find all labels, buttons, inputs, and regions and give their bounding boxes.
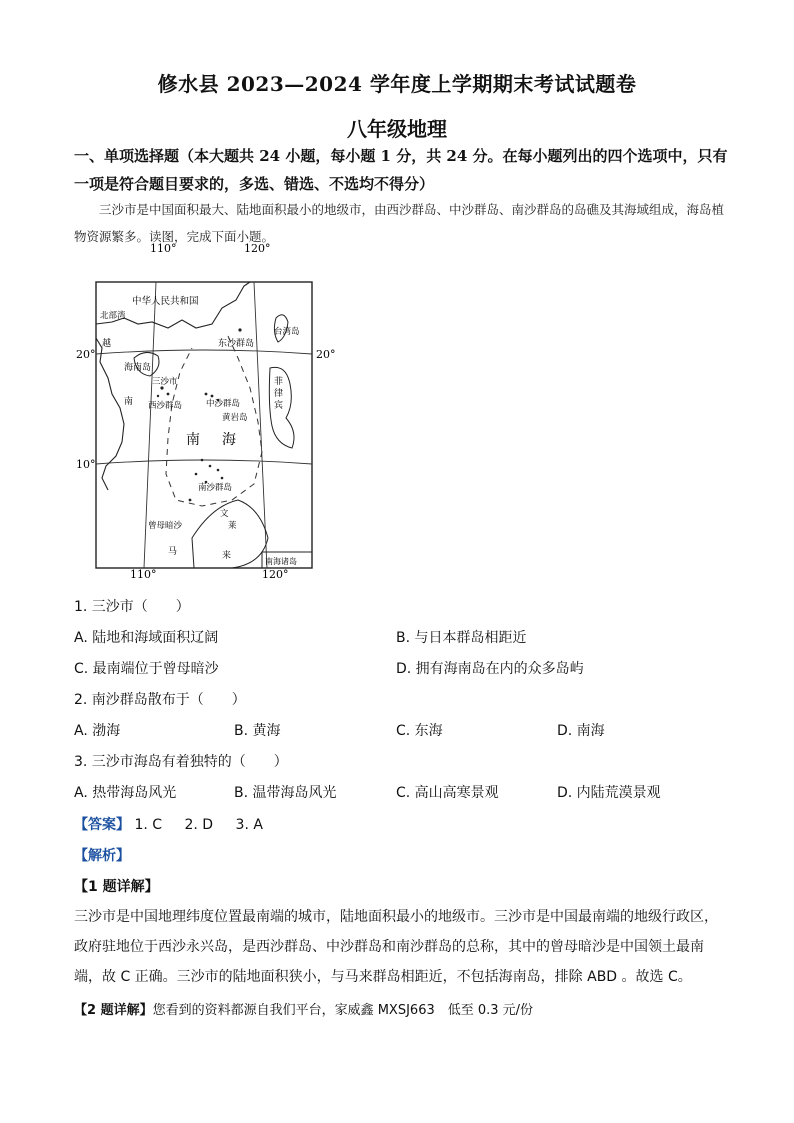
q3-option-c[interactable]: C. 高山高寒景观 [396, 785, 499, 801]
q3-option-d[interactable]: D. 内陆荒漠景观 [557, 785, 661, 801]
label-yue: 越 [102, 339, 112, 349]
q2-option-c[interactable]: C. 东海 [396, 723, 443, 739]
label-china: 中华人民共和国 [132, 296, 199, 307]
question-2-stem: 2. 南沙群岛散布于（ ） [74, 692, 246, 708]
label-bin: 宾 [274, 401, 284, 411]
q3-option-a[interactable]: A. 热带海岛风光 [74, 785, 177, 801]
q1-option-b[interactable]: B. 与日本群岛相距近 [396, 630, 527, 646]
label-dongsha: 东沙群岛 [218, 339, 255, 349]
label-nan-vn: 南 [124, 397, 134, 407]
label-sansha: 三沙市 [152, 377, 178, 387]
meridian-120 [254, 282, 267, 568]
detail-1-text [74, 902, 722, 992]
section-heading: 一、单项选择题（本大题共 24 小题，每小题 1 分，共 24 分。在每小题列出的四个选项中，只有一项是符合题目要求的，多选、错选、不选均不得分） [74, 147, 728, 193]
answer-line [74, 814, 263, 834]
map-frame [96, 282, 312, 568]
south-china-sea-map [72, 238, 342, 583]
label-lv: 律 [274, 389, 284, 399]
label-taiwan: 台湾岛 [274, 327, 300, 337]
detail-2-text: 您看到的资料都源自我们平台，家威鑫 MXSJ663 低至 0.3 元/份 [152, 1003, 534, 1018]
q1-option-c[interactable]: C. 最南端位于曾母暗沙 [74, 661, 219, 677]
detail-1-line-1: 三沙市是中国地理纬度位置最南端的城市，陆地面积最小的地级市。三沙市是中国最南端的地级行政区， [74, 909, 718, 925]
label-wen: 文 [220, 509, 229, 519]
exam-subtitle: 八年级地理 [347, 117, 447, 141]
q2-option-a[interactable]: A. 渤海 [74, 723, 121, 739]
lat-20-left: 20° [76, 348, 96, 361]
detail-1-line-2: 政府驻地位于西沙永兴岛，是西沙群岛、中沙群岛和南沙群岛的总称，其中的曾母暗沙是中国领土最南 [74, 939, 704, 955]
label-lai: 莱 [228, 521, 237, 531]
answer-3: 3. A [235, 817, 263, 833]
q2-option-d[interactable]: D. 南海 [557, 723, 605, 739]
label-hainan: 海南岛 [124, 363, 152, 373]
label-zhongsha: 中沙群岛 [206, 399, 241, 409]
answer-tag: 【答案】 [74, 817, 130, 833]
lat-10-left: 10° [76, 458, 96, 471]
label-beibu: 北部湾 [100, 311, 126, 321]
label-huangyan: 黄岩岛 [222, 413, 248, 423]
parallel-20 [96, 350, 312, 354]
label-hai-sea: 海 [222, 432, 236, 448]
analysis-heading [74, 845, 130, 865]
analysis-tag: 【解析】 [74, 848, 130, 864]
lon-top-left: 110° [150, 242, 177, 255]
label-fei: 菲 [274, 377, 284, 387]
label-xisha: 西沙群岛 [148, 401, 183, 411]
label-zengmu: 曾母暗沙 [148, 521, 183, 531]
lon-bottom-right: 120° [262, 568, 289, 581]
label-nansha: 南沙群岛 [198, 483, 233, 493]
exam-title: 修水县 2023—2024 学年度上学期期末考试试题卷 [157, 72, 637, 96]
q1-option-a[interactable]: A. 陆地和海域面积辽阔 [74, 630, 219, 646]
q1-option-d[interactable]: D. 拥有海南岛在内的众多岛屿 [396, 661, 584, 677]
nine-dash-line [166, 336, 262, 506]
parallel-10 [96, 460, 312, 464]
label-inset: 南海诸岛 [265, 557, 297, 566]
answer-1: 1. C [134, 817, 163, 833]
lat-20-right: 20° [316, 348, 336, 361]
lon-bottom-left: 110° [130, 568, 157, 581]
q2-option-b[interactable]: B. 黄海 [234, 723, 281, 739]
intro-text: 三沙市是中国面积最大、陆地面积最小的地级市，由西沙群岛、中沙群岛、南沙群岛的岛礁及其海域组成，海岛植物资源繁多。读图，完成下面小题。 [74, 202, 725, 244]
question-3-stem: 3. 三沙市海岛有着独特的（ ） [74, 754, 288, 770]
label-nan-sea: 南 [186, 432, 200, 448]
detail-2-line [74, 999, 533, 1018]
detail-2-tag: 【2 题详解】 [74, 1003, 153, 1018]
q3-option-b[interactable]: B. 温带海岛风光 [234, 785, 337, 801]
answer-2: 2. D [184, 817, 214, 833]
label-lai2: 来 [222, 551, 232, 561]
lon-top-right: 120° [244, 242, 271, 255]
question-1-stem: 1. 三沙市（ ） [74, 599, 190, 615]
vietnam-coast [96, 338, 124, 490]
detail-1-line-3: 端，故 C 正确。三沙市的陆地面积狭小，与马来群岛相距近，不包括海南岛，排除 ABD 。故选 C。 [74, 969, 692, 985]
label-ma: 马 [168, 547, 178, 557]
detail-1-heading: 【1 题详解】 [74, 879, 159, 895]
